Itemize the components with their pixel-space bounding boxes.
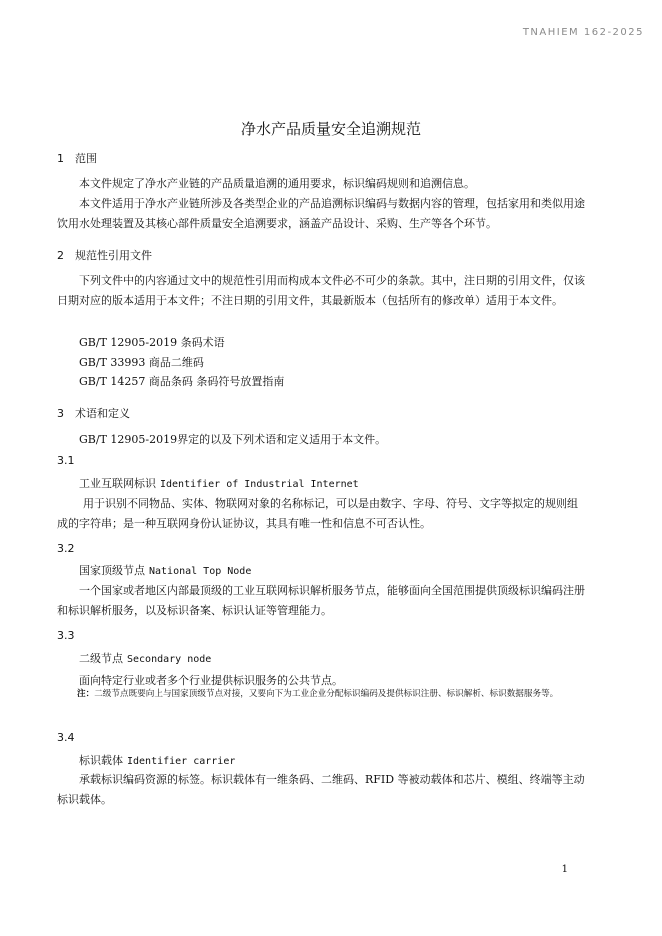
section-1-paragraph-1: 本文件规定了净水产业链的产品质量追溯的通用要求，标识编码规则和追溯信息。: [79, 177, 475, 190]
section-number: 2: [57, 249, 64, 262]
section-title: 规范性引用文件: [75, 249, 152, 262]
term-heading: [79, 475, 359, 491]
term-zh: 国家顶级节点: [79, 564, 145, 577]
term-heading: [79, 650, 211, 666]
term-number: 3.4: [57, 731, 75, 744]
term-zh: 标识载体: [79, 754, 123, 767]
reference-item: GB/T 33993 商品二维码: [79, 356, 204, 369]
term-number: 3.3: [57, 629, 75, 642]
note-text: 二级节点既要向上与国家顶级节点对接，又要向下为工业企业分配标识编码及提供标识注册、标识解析、标识数据服务等。: [94, 689, 559, 699]
term-en: Identifier carrier: [127, 756, 236, 767]
section-title: 术语和定义: [75, 407, 130, 420]
term-en: Secondary node: [127, 654, 212, 665]
term-number: 3.2: [57, 542, 75, 555]
section-number: 1: [57, 152, 64, 165]
term-note: [57, 686, 592, 703]
section-title: 范围: [75, 152, 97, 165]
section-2-heading: [57, 247, 152, 263]
term-en: National Top Node: [149, 566, 252, 577]
reference-item: GB/T 14257 商品条码 条码符号放置指南: [79, 375, 285, 388]
term-en: Identifier of Industrial Internet: [160, 479, 359, 490]
section-3-paragraph-1: GB/T 12905-2019界定的以及下列术语和定义适用于本文件。: [79, 433, 387, 446]
section-1-paragraph-2: 本文件适用于净水产业链所涉及各类型企业的产品追溯标识编码与数据内容的管理，包括家用和类似用途饮用水处理装置及其核心部件质量安全追溯要求，涵盖产品设计、采购、生产等各个环节。: [57, 197, 585, 230]
term-zh: 工业互联网标识: [79, 477, 156, 490]
reference-item: GB/T 12905-2019 条码术语: [79, 336, 225, 349]
document-title: 净水产品质量安全追溯规范: [240, 120, 421, 138]
note-label: 注：: [77, 689, 95, 699]
term-zh: 二级节点: [79, 652, 123, 665]
term-number: 3.1: [57, 454, 75, 467]
term-definition: 一个国家或者地区内部最顶级的工业互联网标识解析服务节点，能够面向全国范围提供顶级标识编码注册和标识解析服务，以及标识备案、标识认证等管理能力。: [57, 584, 585, 617]
term-heading: [79, 752, 235, 768]
term-heading: [79, 562, 251, 578]
page-number: 1: [561, 864, 568, 875]
term-definition: 面向特定行业或者多个行业提供标识服务的公共节点。: [79, 674, 343, 687]
section-1-heading: [57, 150, 97, 166]
term-definition: 用于识别不同物品、实体、物联网对象的名称标记，可以是由数字、字母、符号、文字等拟定的规则组成的字符串；是一种互联网身份认证协议，其具有唯一性和信息不可否认性。: [57, 497, 578, 530]
document-code: TNAHIEM 162-2025: [522, 27, 644, 38]
section-2-paragraph-1: 下列文件中的内容通过文中的规范性引用而构成本文件必不可少的条款。其中，注日期的引用文件，仅该日期对应的版本适用于本文件；不注日期的引用文件，其最新版本（包括所有的修改单）适用于本文件。: [57, 274, 585, 307]
term-definition: 承载标识编码资源的标签。标识载体有一维条码、二维码、RFID 等被动载体和芯片、模组、终端等主动标识载体。: [57, 773, 585, 806]
section-3-heading: [57, 405, 130, 421]
section-number: 3: [57, 407, 64, 420]
